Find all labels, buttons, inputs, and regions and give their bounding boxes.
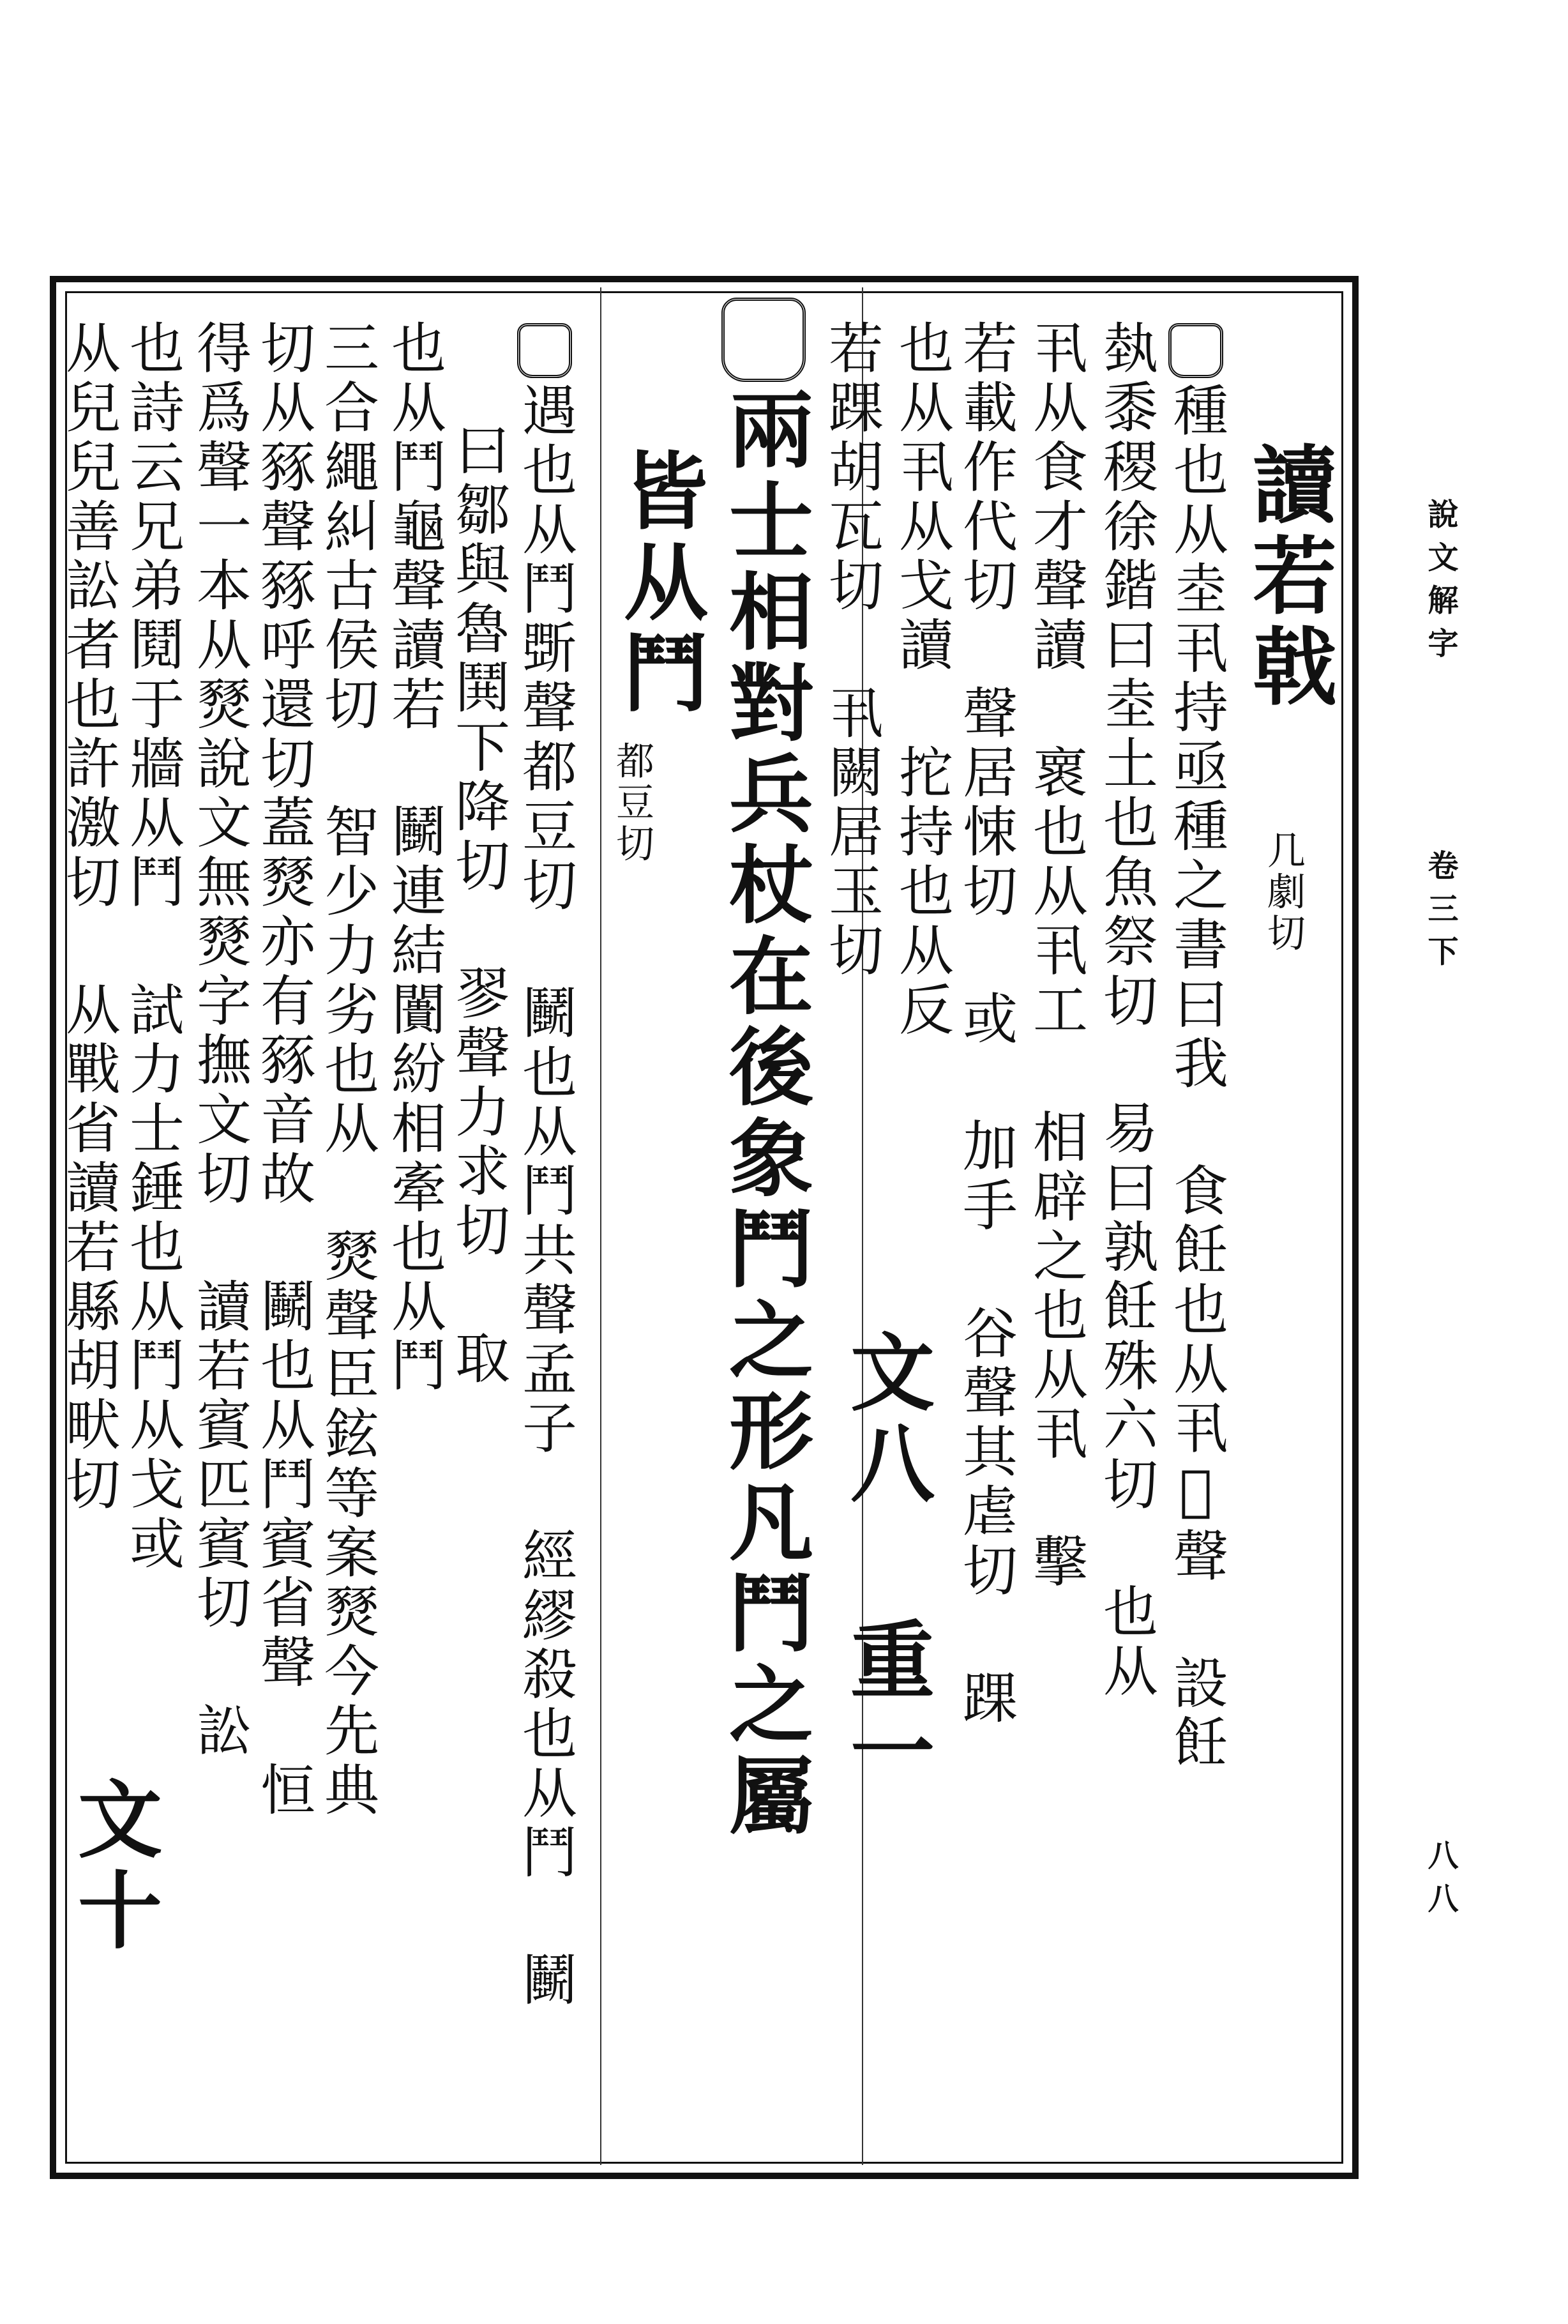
book-title: 說文解字: [1422, 498, 1458, 670]
column-15: 得爲聲一本从燹說文無燹字撫文切 讀若賓匹賓切 訟: [187, 319, 251, 1761]
radical-definition: 兩士相對兵杖在後象鬥之形凡鬥之屬: [721, 294, 806, 1842]
seal-glyph: [517, 323, 572, 378]
radical-definition-end: 皆从鬥: [609, 447, 708, 720]
column-5: 若載作代切 聲居悚切 或 加手 谷聲其虐切 踝: [953, 319, 1017, 1729]
column-16: 也詩云兄弟鬩于牆从鬥 試力士錘也从鬥从戈或: [120, 319, 184, 1574]
section-summary: 文十: [63, 1775, 162, 1958]
seal-glyph: [1168, 323, 1223, 378]
column-13: 三合繩糾古侯切 智少力劣也从 燹聲臣鉉等案燹今先典: [315, 319, 379, 1820]
volume-label: 卷三下: [1422, 849, 1458, 978]
radical-reading: 都豆切: [610, 741, 654, 865]
column-10: 遇也从鬥斲聲都豆切 鬭也从鬥共聲孟子 經繆殺也从鬥 鬭: [517, 319, 572, 2010]
column-3: 埶黍稷徐鍇曰坴土也魚祭切 易曰孰飪殊六切 也从: [1094, 319, 1157, 1702]
column-17: 从兒兒善訟者也許激切 从戰省讀若縣胡畎切: [56, 319, 120, 1515]
column-1-heading: 讀若戟: [1238, 441, 1337, 714]
seal-glyph: [721, 298, 806, 382]
column-14: 切从豩聲豩呼還切蓋燹亦有豩音故 鬭也从鬥賓省聲 恒: [251, 319, 315, 1820]
column-12: 也从鬥龜聲讀若 鬭連結闠紛相牽也从鬥: [382, 319, 446, 1396]
column-11: 曰鄒與魯鬨下降切 翏聲力求切 取: [446, 422, 509, 1389]
section-summary: 文八 重一: [836, 1328, 935, 1798]
column-6: 也从丮从戈讀 拕持也从反: [889, 319, 953, 1040]
column-4: 丮从食才聲讀 褱也从丮工 相辟之也从丮 擊: [1023, 319, 1087, 1592]
column-divider: [600, 287, 601, 2165]
column-2: 種也从坴丮持亟種之書曰我 食飪也从丮𦎫聲 設飪: [1168, 319, 1223, 1773]
page-number: 八八: [1422, 1839, 1458, 1925]
column-7: 若踝胡瓦切 丮闕居玉切: [819, 319, 883, 981]
column-1-note: 几劇切: [1261, 830, 1306, 955]
